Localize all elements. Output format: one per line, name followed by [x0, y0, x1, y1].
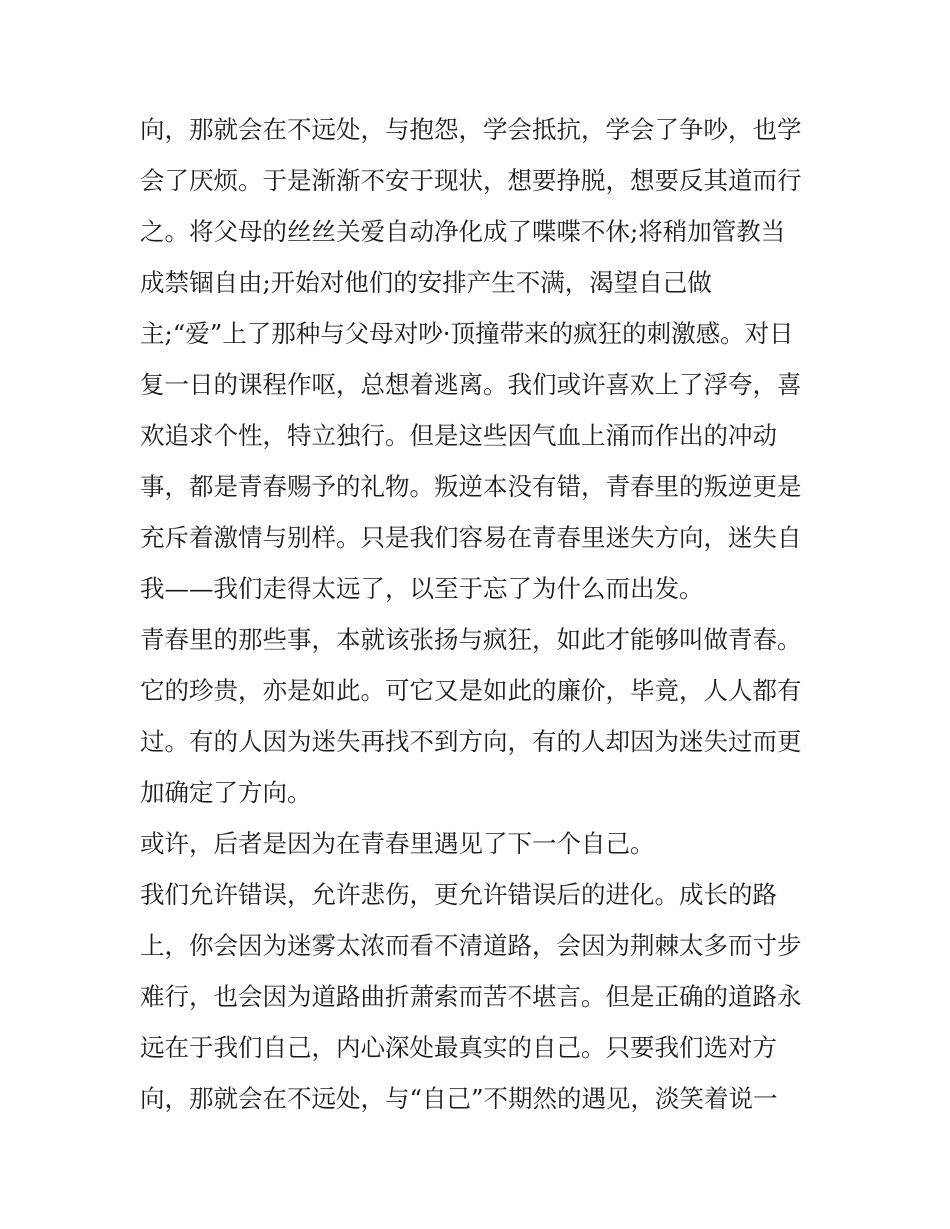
- text-line: 青春里的那些事，本就该张扬与疯狂，如此才能够叫做青春。: [140, 625, 802, 654]
- text-line: 事，都是青春赐予的礼物。叛逆本没有错，青春里的叛逆更是: [140, 472, 802, 501]
- text-line: 成禁锢自由;开始对他们的安排产生不满，渴望自己做: [140, 268, 712, 297]
- text-line: 远在于我们自己，内心深处最真实的自己。只要我们选对方: [140, 1033, 777, 1062]
- document-body-text: [140, 104, 820, 1124]
- text-line: 难行，也会因为道路曲折萧索而苦不堪言。但是正确的道路永: [140, 982, 802, 1011]
- text-line: 加确定了方向。: [140, 778, 312, 807]
- text-line: 我——我们走得太远了，以至于忘了为什么而出发。: [140, 574, 704, 603]
- text-line: 它的珍贵，亦是如此。可它又是如此的廉价，毕竟，人人都有: [140, 676, 802, 705]
- text-line: 我们允许错误，允许悲伤，更允许错误后的进化。成长的路: [140, 880, 777, 909]
- text-line: 会了厌烦。于是渐渐不安于现状，想要挣脱，想要反其道而行: [140, 166, 802, 195]
- text-line: 欢追求个性，特立独行。但是这些因气血上涌而作出的冲动: [140, 421, 777, 450]
- text-line: 主;“爱”上了那种与父母对吵·顶撞带来的疯狂的刺激感。对日: [140, 319, 794, 348]
- text-line: 过。有的人因为迷失再找不到方向，有的人却因为迷失过而更: [140, 727, 802, 756]
- text-line: 或许，后者是因为在青春里遇见了下一个自己。: [140, 829, 655, 858]
- text-line: 上，你会因为迷雾太浓而看不清道路，会因为荆棘太多而寸步: [140, 931, 802, 960]
- text-line: 向，那就会在不远处，与“自己”不期然的遇见，淡笑着说一: [140, 1084, 778, 1113]
- text-line: 充斥着激情与别样。只是我们容易在青春里迷失方向，迷失自: [140, 523, 802, 552]
- text-line: 之。将父母的丝丝关爱自动净化成了喋喋不休;将稍加管教当: [140, 217, 786, 246]
- text-line: 复一日的课程作呕，总想着逃离。我们或许喜欢上了浮夸，喜: [140, 370, 802, 399]
- text-line: 向，那就会在不远处，与抱怨，学会抵抗，学会了争吵，也学: [140, 115, 802, 144]
